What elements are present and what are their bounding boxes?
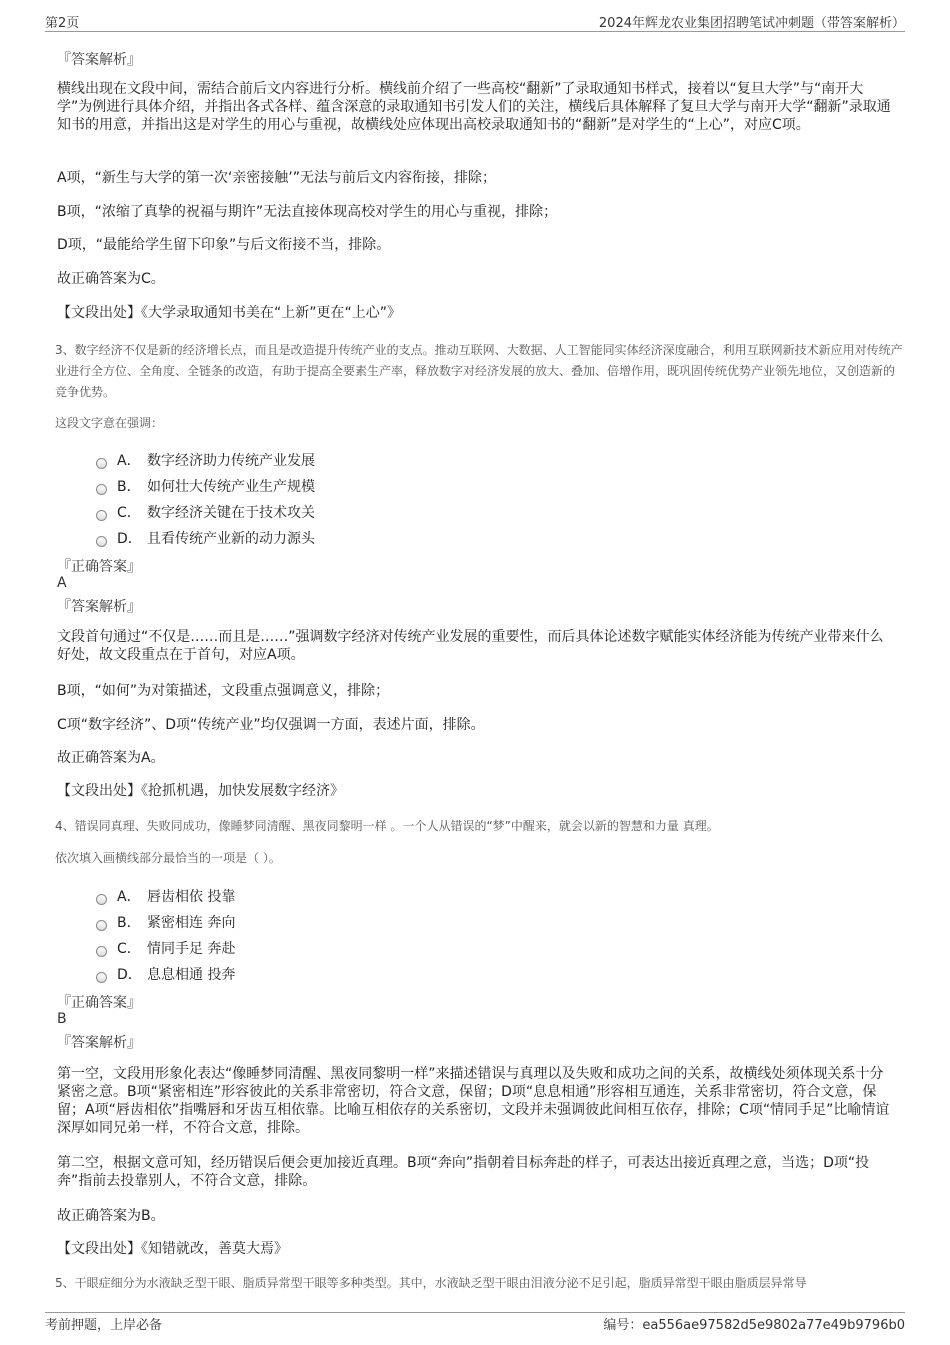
correct-answer-label: 『正确答案』	[57, 995, 141, 1011]
source-citation: 【文段出处】《抢抓机遇，加快发展数字经济》	[57, 783, 344, 799]
option-key: D．	[117, 531, 142, 547]
correct-answer-label: 『正确答案』	[57, 559, 141, 575]
option-a[interactable]	[96, 450, 315, 470]
option-d[interactable]	[96, 964, 235, 984]
source-citation: 【文段出处】《知错就改，善莫大焉》	[57, 1241, 288, 1257]
analysis-paragraph: 第二空，根据文意可知，经历错误后便会更加接近真理。B项“奔向”指朝着目标奔赴的样子，可表达出接近真理之意，当选；D项“投奔”指前去投靠别人，不符合文意，排除。	[57, 1155, 870, 1189]
option-key: C．	[117, 941, 141, 957]
analysis-label: 『答案解析』	[57, 599, 141, 615]
analysis-label: 『答案解析』	[57, 52, 141, 68]
option-key: A．	[117, 889, 141, 905]
radio-button[interactable]	[96, 920, 107, 931]
question-prompt: 依次填入画横线部分最恰当的一项是（ ）。	[55, 851, 281, 865]
radio-button[interactable]	[96, 484, 107, 495]
radio-button[interactable]	[96, 510, 107, 521]
option-text: 且看传统产业新的动力源头	[147, 531, 315, 547]
question-stem: 5、干眼症细分为水液缺乏型干眼、脂质异常型干眼等多种类型。其中，水液缺乏型干眼由泪液分泌不足引起，脂质异常型干眼由脂质层异常导	[55, 1276, 807, 1290]
option-text: 数字经济助力传统产业发展	[147, 453, 315, 469]
radio-button[interactable]	[96, 536, 107, 547]
correct-answer: B	[57, 1011, 67, 1027]
option-key: B．	[117, 479, 141, 495]
analysis-paragraph: B项，“如何”为对策描述，文段重点强调意义，排除；	[57, 683, 390, 699]
analysis-paragraph: B项，“浓缩了真挚的祝福与期许”无法直接体现高校对学生的用心与重视，排除；	[57, 204, 558, 220]
question-prompt: 这段文字意在强调：	[55, 416, 164, 430]
question-stem: 4、错误同真理、失败同成功，像睡梦同清醒、黑夜同黎明一样 。一个人从错误的“梦”中醒来，就会以新的智慧和力量 真理。	[55, 819, 719, 833]
option-key: D．	[117, 967, 142, 983]
option-d[interactable]	[96, 528, 315, 548]
option-text: 情同手足 奔赴	[147, 941, 236, 957]
option-b[interactable]	[96, 912, 235, 932]
answer-statement: 故正确答案为C。	[57, 271, 165, 287]
question-stem: 3、数字经济不仅是新的经济增长点，而且是改造提升传统产业的支点。推动互联网、大数据、人工智能同实体经济深度融合，利用互联网新技术新应用对传统产业进行全方位、全角度、全链条的改造，有助于提高全要素生产率，释放数字对经济发展的放大、叠加、倍增作用，既巩固传统优势产业领先地位，又创造新的竞争优势。	[55, 343, 903, 399]
option-key: B．	[117, 915, 141, 931]
option-text: 唇齿相依 投靠	[147, 889, 236, 905]
analysis-paragraph: D项，“最能给学生留下印象”与后文衔接不当，排除。	[57, 237, 391, 253]
option-key: C．	[117, 505, 141, 521]
analysis-label: 『答案解析』	[57, 1035, 141, 1051]
option-key: A．	[117, 453, 141, 469]
analysis-paragraph: C项“数字经济”、D项“传统产业”均仅强调一方面，表述片面，排除。	[57, 717, 485, 733]
document-title: 2024年辉龙农业集团招聘笔试冲刺题（带答案解析）	[598, 16, 905, 31]
document-id: 编号：ea556ae97582d5e9802a77e49b9796b0	[603, 1318, 905, 1333]
analysis-paragraph: 第一空，文段用形象化表达“像睡梦同清醒、黑夜同黎明一样”来描述错误与真理以及失败和成功之间的关系，故横线处须体现关系十分紧密之意。B项“紧密相连”形容彼此的关系非常密切，符合文意，保留；D项“息息相通”形容相互通连，关系非常密切，符合文意，保留；A项“唇齿相依”指嘴唇和牙齿互相依靠。比喻互相依存的关系密切，文段并未强调彼此间相互依存，排除；C项“情同手足”比喻情谊深厚如同兄弟一样，不符合文意，排除。	[57, 1066, 890, 1136]
header-divider	[45, 31, 905, 32]
option-text: 息息相通 投奔	[147, 967, 236, 983]
option-text: 紧密相连 奔向	[147, 915, 236, 931]
footer-divider	[45, 1312, 905, 1313]
answer-statement: 故正确答案为B。	[57, 1208, 165, 1224]
radio-button[interactable]	[96, 458, 107, 469]
option-c[interactable]	[96, 938, 235, 958]
option-text: 如何壮大传统产业生产规模	[147, 479, 315, 495]
radio-button[interactable]	[96, 972, 107, 983]
answer-statement: 故正确答案为A。	[57, 750, 165, 766]
option-text: 数字经济关键在于技术攻关	[147, 505, 315, 521]
radio-button[interactable]	[96, 894, 107, 905]
radio-button[interactable]	[96, 946, 107, 957]
analysis-paragraph: A项，“新生与大学的第一次‘亲密接触’”无法与前后文内容衔接，排除；	[57, 170, 496, 186]
option-c[interactable]	[96, 502, 315, 522]
analysis-paragraph: 横线出现在文段中间，需结合前后文内容进行分析。横线前介绍了一些高校“翻新”了录取通知书样式，接着以“复旦大学”与“南开大学”为例进行具体介绍，并指出各式各样、蕴含深意的录取通知书引发人们的关注，横线后具体解释了复旦大学与南开大学“翻新”录取通知书的用意，并指出这是对学生的用心与重视，故横线处应体现出高校录取通知书的“翻新”是对学生的“上心”，对应C项。	[57, 81, 891, 133]
option-b[interactable]	[96, 476, 315, 496]
footer-slogan: 考前押题，上岸必备	[45, 1318, 163, 1333]
page-number: 第2页	[45, 16, 80, 31]
source-citation: 【文段出处】《大学录取通知书美在“上新”更在“上心”》	[57, 305, 402, 321]
analysis-paragraph: 文段首句通过“不仅是……而且是……”强调数字经济对传统产业发展的重要性，而后具体论述数字赋能实体经济能为传统产业带来什么好处，故文段重点在于首句，对应A项。	[57, 629, 884, 663]
option-a[interactable]	[96, 886, 235, 906]
correct-answer: A	[57, 575, 67, 591]
